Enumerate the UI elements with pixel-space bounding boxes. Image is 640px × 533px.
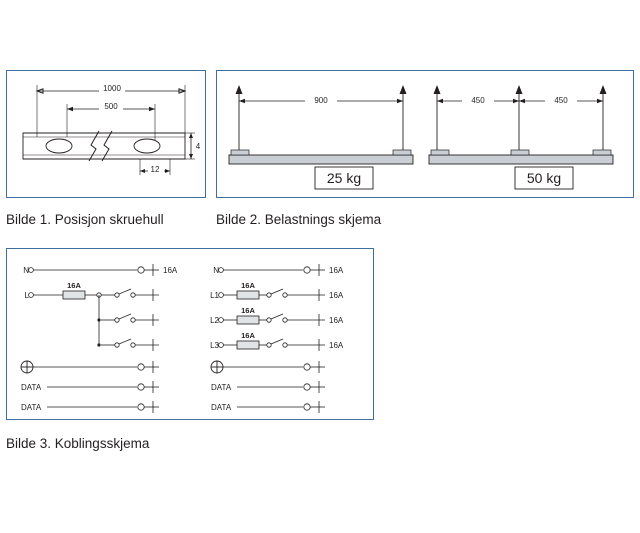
figure-2-drawing [217,71,633,197]
switch-branch-1-left [101,289,159,301]
wire-label-l2: L2 [210,316,219,325]
dim-height: 4 [195,142,201,151]
dim-span-450-right: 450 [554,96,568,105]
wire-label-n-right: N [213,266,219,275]
wire-label-l3: L3 [210,341,219,350]
wire-rating-l3: 16A [329,341,344,350]
wire-label-data2-left: DATA [21,403,42,412]
figure-3-panel [6,248,374,420]
wire-rating-n-left: 16A [163,266,178,275]
fuse-l1 [237,291,259,299]
figure-3-caption: Bilde 3. Koblingsskjema [6,436,150,451]
wire-rating-l2: 16A [329,316,344,325]
earth-symbol-left [21,361,33,373]
load-diagram-left [229,85,413,189]
load-label-right: 50 kg [526,170,562,186]
beam-right [429,155,613,164]
fuse-l-left [63,291,85,299]
wiring-diagram-three-phase [210,264,344,413]
wire-label-data1-left: DATA [21,383,42,392]
load-diagram-right [429,85,613,189]
wire-label-l-left: L [24,291,29,300]
dim-span-450-left: 450 [471,96,485,105]
figure-1-drawing [7,71,205,197]
wire-label-data2-right: DATA [211,403,232,412]
dim-hole-offset: 12 [150,165,160,174]
figure-1-panel [6,70,206,198]
profile-body [23,131,185,161]
wire-rating-n-right: 16A [329,266,344,275]
dim-half-length: 500 [104,102,118,111]
load-label-left: 25 kg [326,170,362,186]
switch-branch-3-left [101,339,159,351]
dimension-12 [140,159,170,175]
fuse-rating-l2: 16A [241,306,255,315]
fuse-l2 [237,316,259,324]
figure-2-caption: Bilde 2. Belastnings skjema [216,212,382,227]
fuse-rating-l1: 16A [241,281,255,290]
figure-3-drawing [7,249,373,419]
wire-label-data1-right: DATA [211,383,232,392]
earth-symbol-right [211,361,223,373]
wire-label-l1: L1 [210,291,219,300]
fuse-rating-l3: 16A [241,331,255,340]
fuse-rating-l-left: 16A [67,281,81,290]
wiring-diagram-single-phase [21,264,178,413]
dimension-height-4 [185,133,201,159]
fuse-l3 [237,341,259,349]
wire-label-n-left: N [23,266,29,275]
figure-2-panel [216,70,634,198]
figure-1-caption: Bilde 1. Posisjon skruehull [6,212,164,227]
switch-branch-2-left [101,314,159,326]
wire-rating-l1: 16A [329,291,344,300]
beam-left [229,155,413,164]
dim-span-900: 900 [314,96,328,105]
dim-total-length: 1000 [103,84,121,93]
